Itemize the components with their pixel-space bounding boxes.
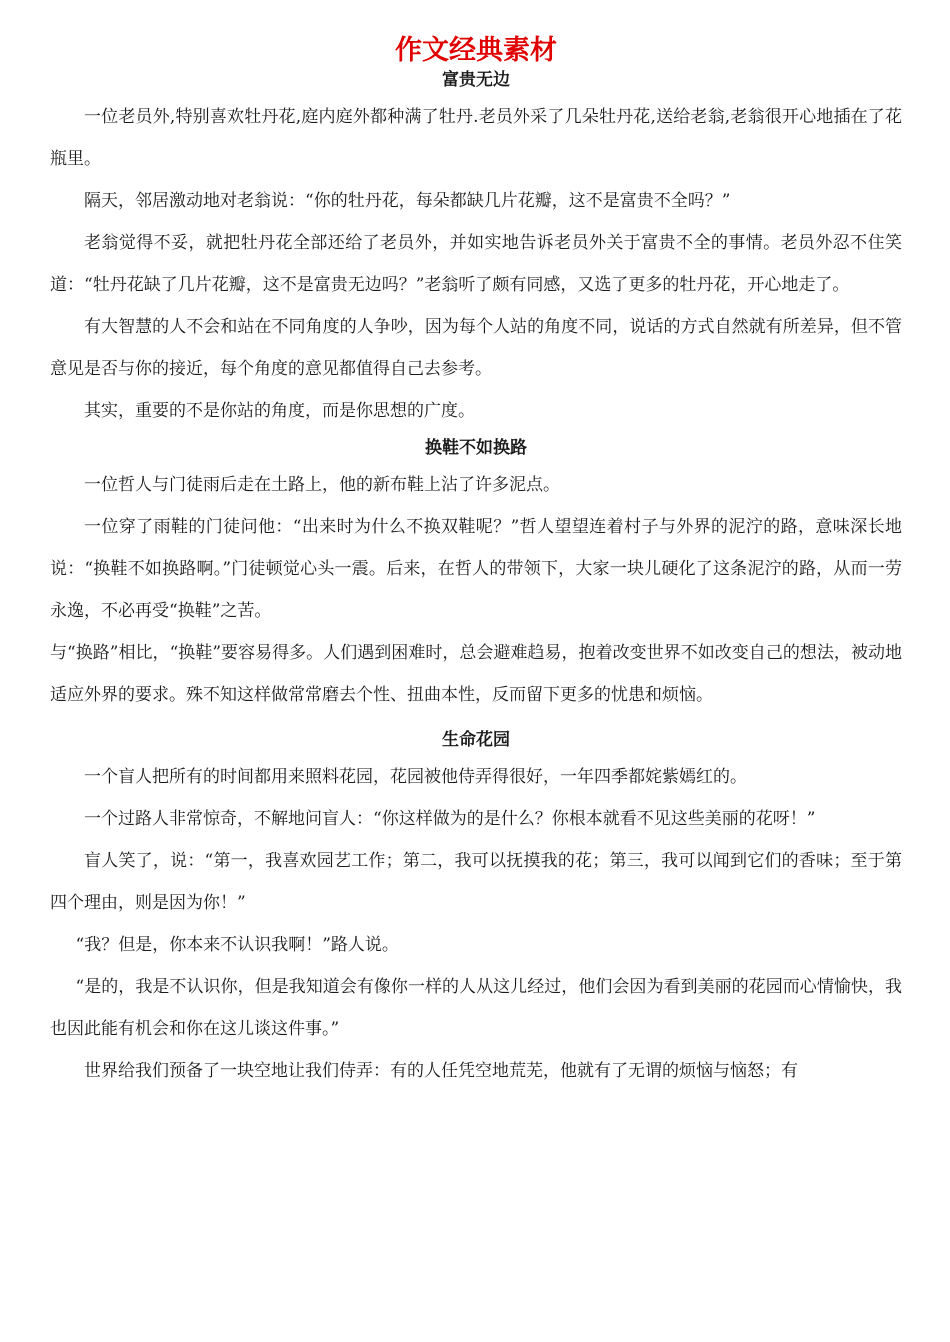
document-title: 作文经典素材 — [395, 35, 557, 66]
paragraph: 盲人笑了，说：“第一，我喜欢园艺工作；第二，我可以抚摸我的花；第三，我可以闻到它们的香味；至于第四个理由，则是因为你！” — [50, 851, 902, 913]
section-title-fugui: 富贵无边 — [442, 70, 510, 90]
section-title-huanxie: 换鞋不如换路 — [425, 438, 527, 458]
paragraph: 与“换路”相比，“换鞋”要容易得多。人们遇到困难时，总会避难趋易，抱着改变世界不如改变自己的想法，被动地适应外界的要求。殊不知这样做常常磨去个性、扭曲本性，反而留下更多的忧患和烦恼。 — [50, 643, 902, 705]
paragraph: 其实，重要的不是你站的角度，而是你思想的广度。 — [84, 401, 475, 421]
paragraph: 一位哲人与门徒雨后走在土路上，他的新布鞋上沾了许多泥点。 — [84, 475, 560, 495]
paragraph: 隔天，邻居激动地对老翁说：“你的牡丹花，每朵都缺几片花瓣，这不是富贵不全吗？” — [84, 191, 731, 211]
paragraph: 老翁觉得不妥，就把牡丹花全部还给了老员外，并如实地告诉老员外关于富贵不全的事情。老员外忍不住笑道：“牡丹花缺了几片花瓣，这不是富贵无边吗？”老翁听了颇有同感，又选了更多的牡丹花，开心地走了。 — [50, 233, 902, 295]
paragraph: “我？但是，你本来不认识我啊！”路人说。 — [75, 935, 399, 955]
paragraph: “是的，我是不认识你，但是我知道会有像你一样的人从这儿经过，他们会因为看到美丽的花园而心情愉快，我也因此能有机会和你在这儿谈这件事。” — [50, 977, 902, 1039]
paragraph: 世界给我们预备了一块空地让我们侍弄：有的人任凭空地荒芜，他就有了无谓的烦恼与恼怒；有 — [84, 1061, 798, 1081]
paragraph: 一位老员外,特别喜欢牡丹花,庭内庭外都种满了牡丹.老员外采了几朵牡丹花,送给老翁,老翁很开心地插在了花瓶里。 — [50, 107, 902, 169]
section-title-shengming: 生命花园 — [442, 730, 510, 750]
paragraph: 一个盲人把所有的时间都用来照料花园，花园被他侍弄得很好，一年四季都姹紫嫣红的。 — [84, 767, 747, 787]
paragraph: 有大智慧的人不会和站在不同角度的人争吵，因为每个人站的角度不同，说话的方式自然就有所差异，但不管意见是否与你的接近，每个角度的意见都值得自己去参考。 — [50, 317, 902, 379]
document-page — [50, 32, 902, 1092]
paragraph: 一个过路人非常惊奇，不解地问盲人：“你这样做为的是什么？你根本就看不见这些美丽的花呀！” — [84, 809, 816, 829]
paragraph: 一位穿了雨鞋的门徒问他：“出来时为什么不换双鞋呢？”哲人望望连着村子与外界的泥泞的路，意味深长地说：“换鞋不如换路啊。”门徒顿觉心头一震。后来，在哲人的带领下，大家一块儿硬化了这条泥泞的路，从而一劳永逸，不必再受“换鞋”之苦。 — [50, 517, 902, 621]
